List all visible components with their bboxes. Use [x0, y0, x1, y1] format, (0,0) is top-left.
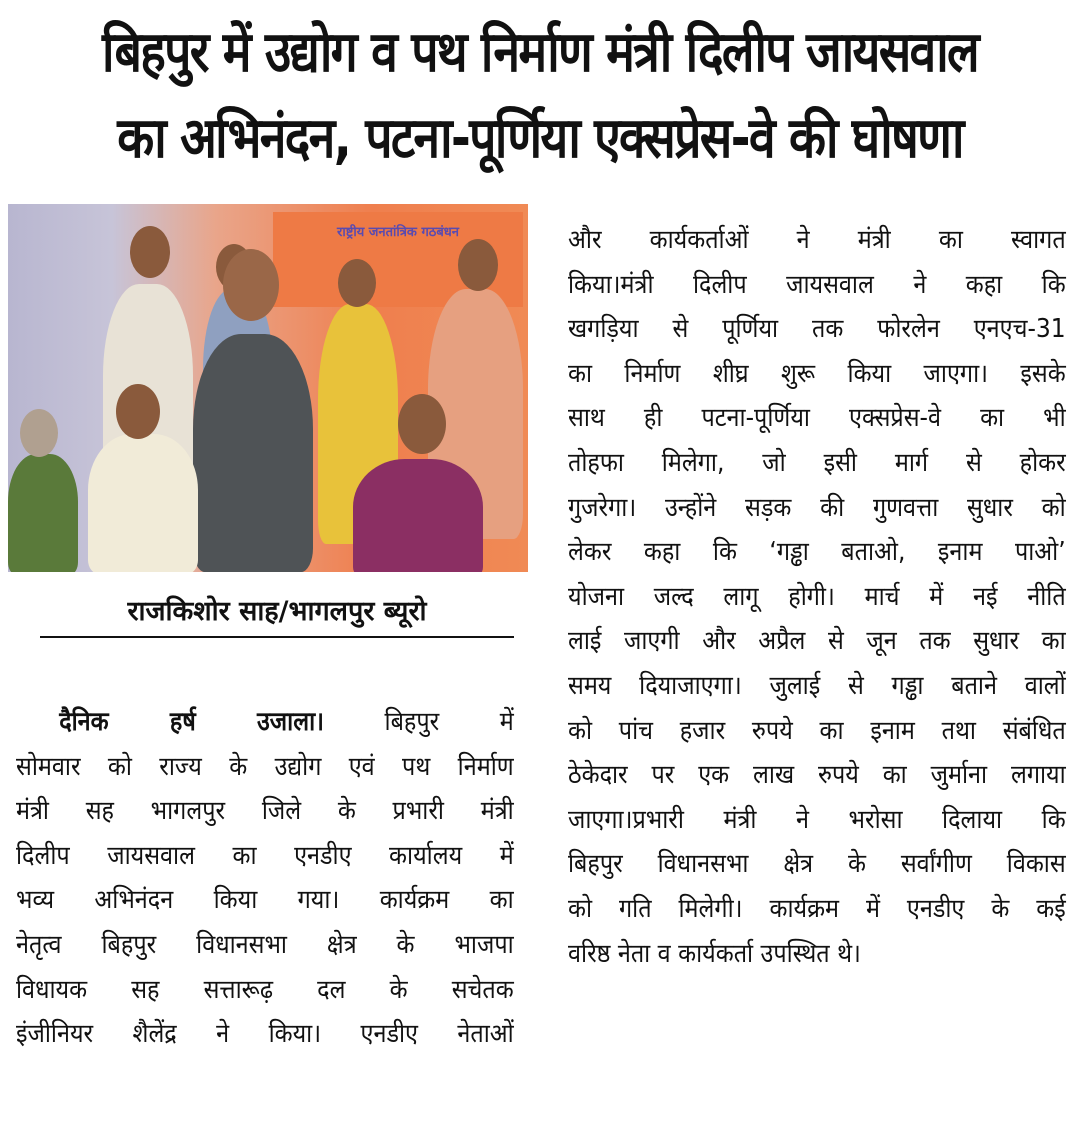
article-left-column	[16, 700, 514, 1057]
text-line: भव्य अभिनंदन किया गया। कार्यक्रम का	[16, 885, 514, 916]
text-line: दिलीप जायसवाल का एनडीए कार्यालय में	[16, 840, 514, 871]
text-line: वरिष्ठ नेता व कार्यकर्ता उपस्थित थे।	[568, 938, 861, 969]
headline	[76, 0, 1005, 182]
text-line: नेतृत्व बिहपुर विधानसभा क्षेत्र के भाजपा	[16, 929, 514, 960]
dateline: दैनिक हर्ष उजाला।	[59, 707, 325, 737]
text-line: लेकर कहा कि ‘गड्ढा बताओ, इनाम पाओ’	[568, 537, 1066, 568]
text-line: जाएगा।प्रभारी मंत्री ने भरोसा दिलाया कि	[568, 804, 1066, 835]
text-line: ठेकेदार पर एक लाख रुपये का जुर्माना लगाया	[568, 760, 1066, 791]
article-right-column	[568, 218, 1066, 976]
text-line: योजना जल्द लागू होगी। मार्च में नई नीति	[568, 581, 1066, 612]
text-line: बिहपुर विधानसभा क्षेत्र के सर्वांगीण विकास	[568, 849, 1066, 880]
text-line: और कार्यकर्ताओं ने मंत्री का स्वागत	[568, 225, 1066, 255]
headline-line-2: का अभिनंदन, पटना-पूर्णिया एक्सप्रेस-वे की घोषणा	[117, 106, 963, 171]
text-line: विधायक सह सत्तारूढ़ दल के सचेतक	[16, 974, 514, 1005]
text-line: दैनिक हर्ष उजाला। बिहपुर में	[16, 700, 514, 745]
text-line: तोहफा मिलेगा, जो इसी मार्ग से होकर	[568, 447, 1066, 478]
headline-line-1: बिहपुर में उद्योग व पथ निर्माण मंत्री दिलीप जायसवाल	[101, 20, 978, 85]
photo-banner: राष्ट्रीय जनतांत्रिक गठबंधन	[273, 212, 523, 307]
news-photo	[8, 204, 528, 572]
text-line: गुजरेगा। उन्होंने सड़क की गुणवत्ता सुधार को	[568, 492, 1066, 523]
text-line: का निर्माण शीघ्र शुरू किया जाएगा। इसके	[568, 358, 1066, 389]
byline: राजकिशोर साह/भागलपुर ब्यूरो	[40, 592, 514, 638]
text-line: किया।मंत्री दिलीप जायसवाल ने कहा कि	[568, 269, 1066, 300]
text-line: सोमवार को राज्य के उद्योग एवं पथ निर्माण	[16, 751, 514, 782]
text-line: खगड़िया से पूर्णिया तक फोरलेन एनएच-31	[568, 314, 1066, 345]
text-line: को गति मिलेगी। कार्यक्रम में एनडीए के कई	[568, 893, 1066, 924]
text-line: इंजीनियर शैलेंद्र ने किया। एनडीए नेताओं	[16, 1019, 514, 1050]
text-line: मंत्री सह भागलपुर जिले के प्रभारी मंत्री	[16, 796, 514, 827]
text-line: लाई जाएगी और अप्रैल से जून तक सुधार का	[568, 626, 1066, 657]
text-line: को पांच हजार रुपये का इनाम तथा संबंधित	[568, 715, 1066, 746]
text-line: समय दियाजाएगा। जुलाई से गड्ढा बताने वालों	[568, 670, 1066, 701]
text-line: साथ ही पटना-पूर्णिया एक्सप्रेस-वे का भी	[568, 403, 1066, 434]
